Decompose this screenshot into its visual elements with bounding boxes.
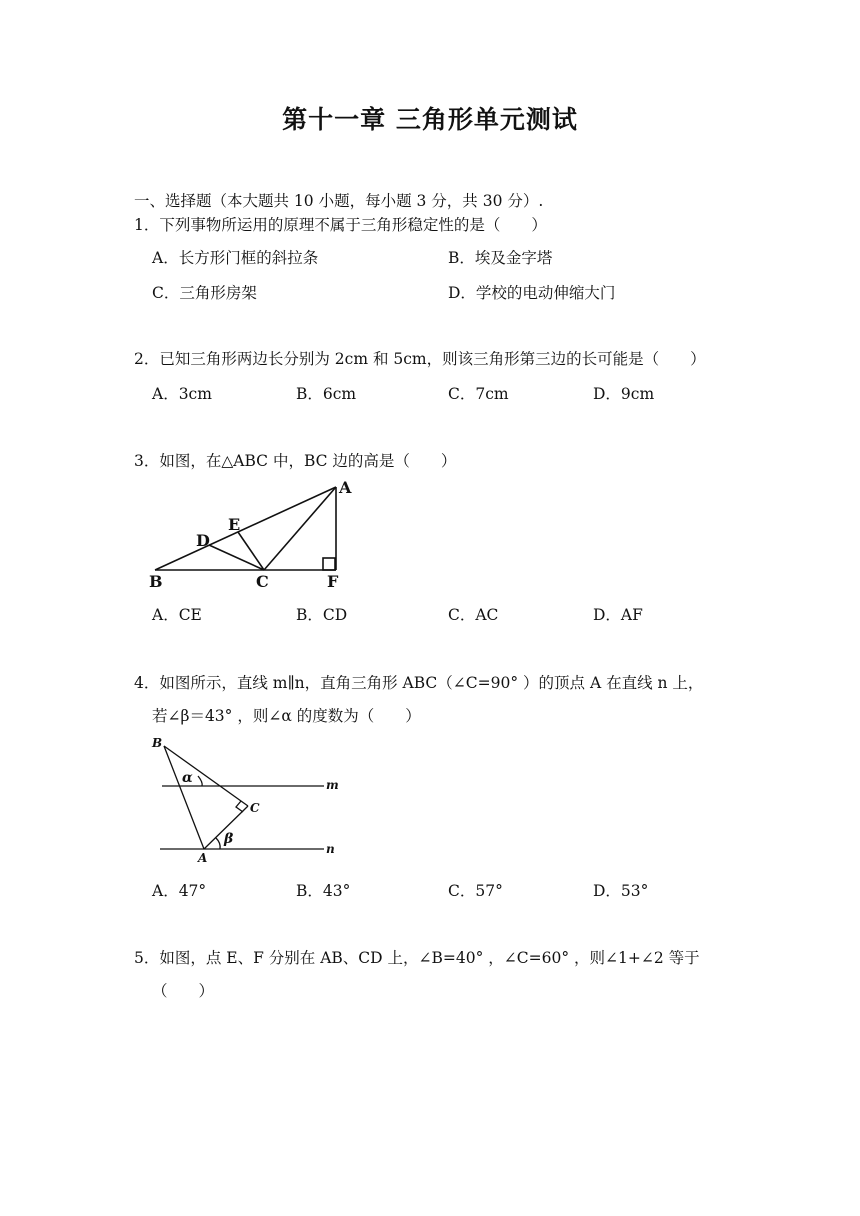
question-4-option-d[interactable]: D．53° — [593, 882, 649, 900]
label-a: A — [339, 478, 352, 497]
label-alpha: α — [182, 770, 193, 786]
label-e: E — [228, 515, 241, 534]
question-1-option-a[interactable]: A．长方形门框的斜拉条 — [152, 249, 319, 267]
question-2-stem: 2．已知三角形两边长分别为 2cm 和 5cm，则该三角形第三边的长可能是（ ） — [134, 350, 706, 368]
question-1-option-b[interactable]: B．埃及金字塔 — [448, 249, 553, 267]
question-3-option-d[interactable]: D．AF — [593, 606, 643, 624]
question-4-option-b[interactable]: B．43° — [296, 882, 351, 900]
label-d: D — [196, 531, 210, 550]
label-beta: β — [224, 831, 234, 847]
question-3-stem: 3．如图，在△ABC 中，BC 边的高是（ ） — [134, 452, 457, 470]
page-title: 第十一章 三角形单元测试 — [282, 105, 578, 134]
question-1-stem: 1．下列事物所运用的原理不属于三角形稳定性的是（ ） — [134, 216, 547, 234]
question-4-stem-line-1: 4．如图所示，直线 m∥n，直角三角形 ABC（∠C=90° ）的顶点 A 在直线 n 上， — [134, 674, 704, 692]
question-3-option-b[interactable]: B．CD — [296, 606, 348, 624]
label-c: C — [256, 572, 269, 591]
section-heading: 一、选择题（本大题共 10 小题，每小题 3 分，共 30 分）. — [134, 192, 544, 210]
segment-bc — [164, 746, 248, 806]
segment-ba — [155, 487, 336, 570]
label-b: B — [149, 572, 163, 591]
question-4-stem-line-2: 若∠β＝43° ，则∠α 的度数为（ ） — [152, 707, 421, 725]
label-c: C — [250, 801, 260, 815]
alpha-arc — [198, 776, 202, 786]
question-1-option-d[interactable]: D．学校的电动伸缩大门 — [448, 284, 616, 302]
label-m: m — [326, 778, 339, 792]
question-1-option-c[interactable]: C．三角形房架 — [152, 284, 257, 302]
right-angle-mark — [323, 558, 335, 570]
beta-arc — [216, 838, 220, 849]
triangle-abc-figure — [140, 475, 370, 595]
question-2-option-b[interactable]: B．6cm — [296, 385, 357, 403]
question-4-option-c[interactable]: C．57° — [448, 882, 503, 900]
question-2-option-c[interactable]: C．7cm — [448, 385, 509, 403]
question-2-option-a[interactable]: A．3cm — [152, 385, 212, 403]
label-b: B — [152, 736, 163, 750]
parallel-lines-figure — [148, 733, 348, 868]
question-3-option-a[interactable]: A．CE — [152, 606, 202, 624]
label-n: n — [326, 842, 335, 856]
question-2-option-d[interactable]: D．9cm — [593, 385, 655, 403]
question-5-stem-line-2: （ ） — [152, 982, 215, 1000]
right-angle-mark — [236, 801, 243, 812]
segment-ba — [164, 746, 204, 849]
label-a: A — [198, 851, 208, 865]
question-5-stem-line-1: 5．如图，点 E、F 分别在 AB、CD 上，∠B=40° ，∠C=60° ，则∠1+∠2 等于 — [134, 949, 700, 967]
question-3-option-c[interactable]: C．AC — [448, 606, 499, 624]
label-f: F — [327, 572, 339, 591]
question-4-option-a[interactable]: A．47° — [152, 882, 207, 900]
